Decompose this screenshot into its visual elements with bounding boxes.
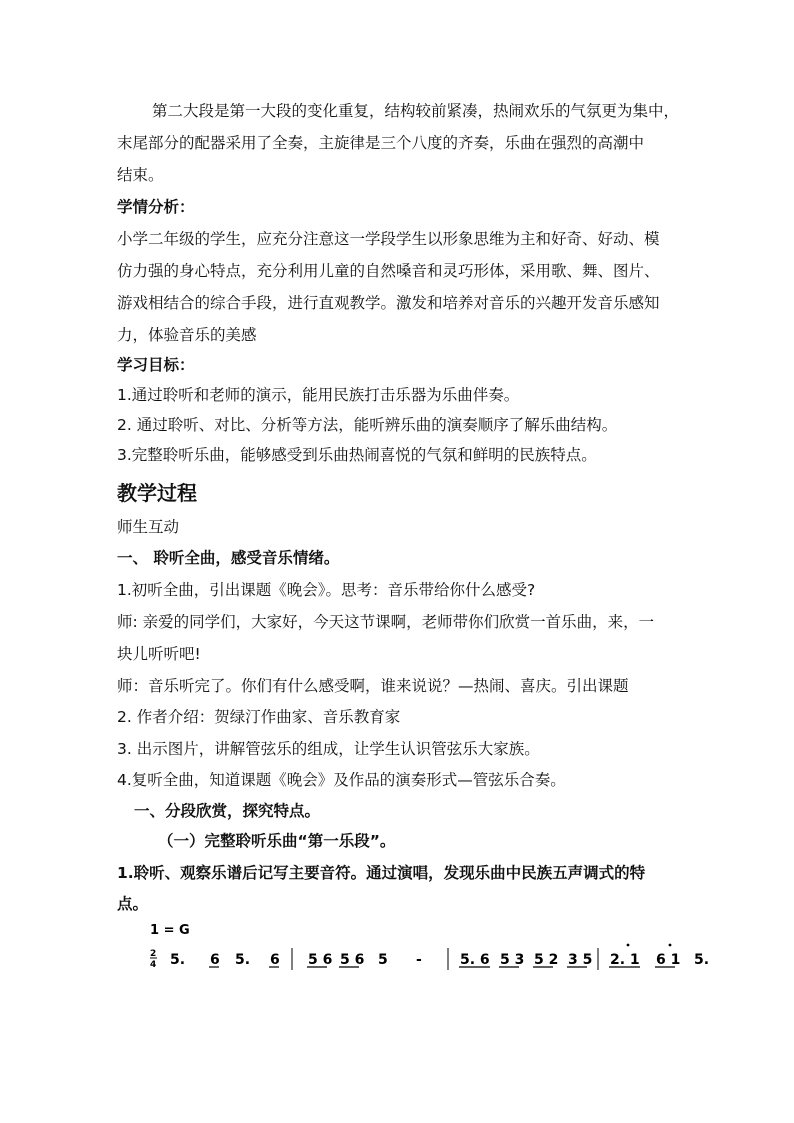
- subheading: 师生互动: [117, 518, 180, 536]
- score-key: 1 = G: [150, 923, 190, 938]
- paragraph-line: 结束。: [117, 166, 164, 184]
- list-item: 1.聆听、观察乐谱后记写主要音符。通过演唱，发现乐曲中民族五声调式的特: [117, 864, 646, 882]
- note: 5.: [170, 952, 186, 968]
- high-octave-dot: [669, 944, 672, 947]
- list-item: 1.通过聆听和老师的演示，能用民族打击乐器为乐曲伴奏。: [117, 386, 520, 404]
- paragraph-line: 小学二年级的学生，应充分注意这一学段学生以形象思维为主和好奇、好动、模: [117, 230, 660, 248]
- list-item: 3. 出示图片，讲解管弦乐的组成，让学生认识管弦乐大家族。: [117, 740, 540, 758]
- paragraph-line: 师：音乐听完了。你们有什么感受啊，谁来说说？—热闹、喜庆。引出课题: [117, 677, 629, 695]
- note: 2. 1: [610, 952, 640, 968]
- note: 5.: [235, 952, 251, 968]
- high-octave-dot: [627, 944, 630, 947]
- list-item: 1.初听全曲，引出课题《晚会》。思考：音乐带给你什么感受?: [117, 581, 536, 599]
- list-item: 2. 通过聆听、对比、分析等方法，能听辨乐曲的演奏顺序了解乐曲结构。: [117, 416, 618, 434]
- paragraph-line: 力，体验音乐的美感: [117, 326, 257, 344]
- note: 5 6: [308, 952, 333, 968]
- score-svg: [150, 920, 730, 980]
- note: -: [416, 952, 422, 968]
- note: 5 3: [500, 952, 525, 968]
- note: 6: [210, 952, 220, 968]
- section-heading: 一、分段欣赏，探究特点。: [134, 802, 321, 820]
- section-heading: 学习目标：: [117, 356, 195, 374]
- paragraph-line: 点。: [117, 895, 149, 913]
- note: 3 5: [568, 952, 593, 968]
- section-heading: 一、 聆听全曲，感受音乐情绪。: [117, 549, 340, 567]
- note: 5. 6: [460, 952, 490, 968]
- numbered-music-score: [150, 920, 730, 980]
- note: 5 2: [534, 952, 559, 968]
- subsection-heading: （一）完整聆听乐曲“第一乐段”。: [158, 832, 396, 850]
- page-title: 教学过程: [117, 481, 197, 505]
- note: 5 6: [340, 952, 365, 968]
- paragraph-line: 游戏相结合的综合手段，进行直观教学。激发和培养对音乐的兴趣开发音乐感知: [117, 294, 660, 312]
- list-item: 3.完整聆听乐曲，能够感受到乐曲热闹喜悦的气氛和鲜明的民族特点。: [117, 446, 597, 464]
- note: 5: [378, 952, 388, 968]
- paragraph-line: 第二大段是第一大段的变化重复，结构较前紧凑，热闹欢乐的气氛更为集中，: [152, 102, 680, 120]
- note: 6: [270, 952, 280, 968]
- list-item: 2. 作者介绍：贺绿汀作曲家、音乐教育家: [117, 708, 401, 726]
- note: 6 1: [656, 952, 681, 968]
- list-item: 4.复听全曲，知道课题《晚会》及作品的演奏形式—管弦乐合奏。: [117, 771, 566, 789]
- time-signature-top: 2: [150, 949, 157, 959]
- paragraph-line: 末尾部分的配器采用了全奏，主旋律是三个八度的齐奏，乐曲在强烈的高潮中: [117, 134, 645, 152]
- note: 5.: [694, 952, 710, 968]
- paragraph-line: 师: 亲爱的同学们，大家好，今天这节课啊，老师带你们欣赏一首乐曲，来，一: [117, 613, 655, 631]
- time-signature-bottom: 4: [150, 960, 157, 970]
- section-heading: 学情分析：: [117, 198, 195, 216]
- paragraph-line: 块儿听听吧!: [117, 645, 201, 663]
- paragraph-line: 仿力强的身心特点，充分利用儿童的自然嗓音和灵巧形体，采用歌、舞、图片、: [117, 262, 660, 280]
